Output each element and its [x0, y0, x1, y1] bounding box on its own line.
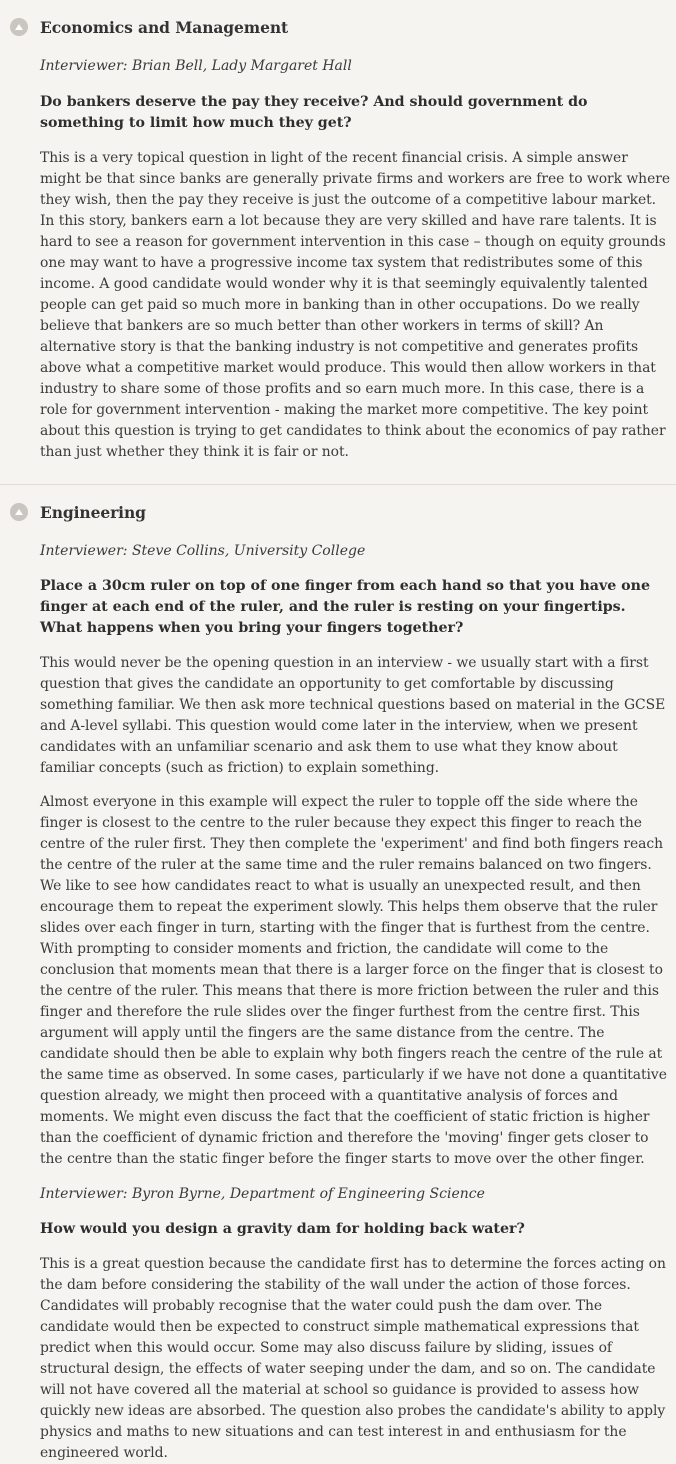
- interview-question: Place a 30cm ruler on top of one finger from each hand so that you have one finger at each end of the ruler, and the ruler is resting on your fingertips. What happens when you bring your fingers together?: [40, 578, 650, 636]
- collapse-arrow-icon[interactable]: [10, 503, 28, 521]
- interview-question: How would you design a gravity dam for holding back water?: [40, 1221, 525, 1237]
- section-title: Engineering: [40, 502, 146, 522]
- section-title: Economics and Management: [40, 17, 289, 37]
- answer-paragraph: This would never be the opening question in an interview - we usually start with a first question that gives the candidate an opportunity to get comfortable by discussing something familiar. We then ask more technical questions based on material in the GCSE and A-level syllabi. This question would come later in the interview, when we present candidates with an unfamiliar scenario and ask them to use what they know about familiar concepts (such as friction) to explain something.: [40, 655, 666, 776]
- section-engineering: [0, 484, 676, 1464]
- interviewer-name: Interviewer: Brian Bell, Lady Margaret Hall: [40, 58, 352, 74]
- section-header[interactable]: [40, 499, 672, 525]
- answer-paragraph: This is a very topical question in light of the recent financial crisis. A simple answer might be that since banks are generally private firms and workers are free to work where they wish, then the pay they receive is just the outcome of a competitive labour market. In this story, bankers earn a lot because they are very skilled and have rare talents. It is hard to see a reason for government intervention in this case – though on equity grounds one may want to have a progressive income tax system that redistributes some of this income. A good candidate would wonder why it is that seemingly equivalently talented people can get paid so much more in banking than in other occupations. Do we really believe that bankers are so much better than other workers in terms of skill? An alternative story is that the banking industry is not competitive and generates profits above what a competitive market would produce. This would then allow workers in that industry to share some of those profits and so earn much more. In this case, there is a role for government intervention - making the market more competitive. The key point about this question is trying to get candidates to think about the economics of pay rather than just whether they think it is fair or not.: [40, 150, 671, 460]
- interview-question: Do bankers deserve the pay they receive? And should government do something to limit how much they get?: [40, 94, 588, 131]
- interviewer-name: Interviewer: Byron Byrne, Department of Engineering Science: [40, 1186, 485, 1202]
- section-economics-and-management: [0, 0, 676, 484]
- interviewer-name: Interviewer: Steve Collins, University College: [40, 543, 366, 559]
- answer-paragraph: Almost everyone in this example will expect the ruler to topple off the side where the finger is closest to the centre to the ruler because they expect this finger to reach the centre of the ruler first. They then complete the 'experiment' and find both fingers reach the centre of the ruler at the same time and the ruler remains balanced on two fingers. We like to see how candidates react to what is usually an unexpected result, and then encourage them to repeat the experiment slowly. This helps them observe that the ruler slides over each finger in turn, starting with the finger that is furthest from the centre. With prompting to consider moments and friction, the candidate will come to the conclusion that moments mean that there is a larger force on the finger that is closest to the centre of the ruler. This means that there is more friction between the ruler and this finger and therefore the rule slides over the finger furthest from the centre first. This argument will apply until the fingers are the same distance from the centre. The candidate should then be able to explain why both fingers reach the centre of the rule at the same time as observed. In some cases, particularly if we have not done a quantitative question already, we might then proceed with a quantitative analysis of forces and moments. We might even discuss the fact that the coefficient of static friction is higher than the coefficient of dynamic friction and therefore the 'moving' finger gets closer to the centre than the static finger before the finger starts to move over the other finger.: [40, 794, 667, 1167]
- answer-paragraph: This is a great question because the candidate first has to determine the forces acting on the dam before considering the stability of the wall under the action of those forces. Candidates will probably recognise that the water could push the dam over. The candidate would then be expected to construct simple mathematical expressions that predict when this would occur. Some may also discuss failure by sliding, issues of structural design, the effects of water seeping under the dam, and so on. The candidate will not have covered all the material at school so guidance is provided to assess how quickly new ideas are absorbed. The question also probes the candidate's ability to apply physics and maths to new situations and can test interest in and enthusiasm for the engineered world.: [40, 1256, 666, 1461]
- collapse-arrow-icon[interactable]: [10, 18, 28, 36]
- section-header[interactable]: [40, 14, 672, 40]
